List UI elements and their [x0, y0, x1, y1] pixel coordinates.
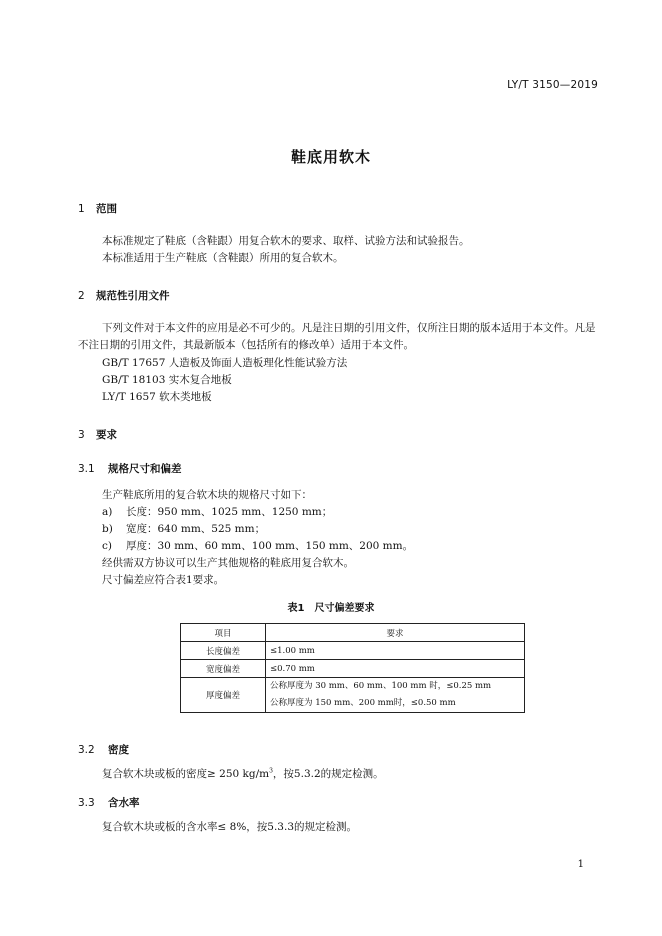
paragraph: 本标准规定了鞋底（含鞋跟）用复合软木的要求、取样、试验方法和试验报告。: [102, 235, 470, 247]
list-marker: c): [102, 540, 112, 552]
section-3-3-heading: [78, 795, 140, 810]
list-text: 宽度：640 mm、525 mm；: [126, 523, 266, 535]
table-cell-line: 公称厚度为 150 mm、200 mm时，≤0.50 mm: [270, 698, 456, 708]
table-caption: 表1 尺寸偏差要求: [287, 603, 375, 614]
reference-item: GB/T 17657 人造板及饰面人造板理化性能试验方法: [102, 357, 348, 369]
paragraph: 本标准适用于生产鞋底（含鞋跟）所用的复合软木。: [102, 252, 344, 264]
page-title: 鞋底用软木: [290, 148, 371, 166]
section-number: 3.3: [78, 797, 95, 809]
table-cell: 长度偏差: [181, 642, 266, 660]
section-1-heading: [78, 201, 117, 216]
section-title: 范围: [96, 203, 117, 215]
section-number: 1: [78, 203, 85, 215]
section-number: 3.2: [78, 744, 95, 756]
paragraph: 生产鞋底所用的复合软木块的规格尺寸如下：: [102, 489, 312, 501]
list-item: [102, 521, 265, 538]
text-run: ，按5.3.2的规定检测。: [272, 768, 384, 780]
section-number: 3.1: [78, 463, 95, 475]
section-number: 2: [78, 290, 85, 302]
tolerance-table: [180, 623, 525, 713]
section-number: 3: [78, 429, 85, 441]
list-marker: b): [102, 523, 113, 535]
list-item: [102, 504, 332, 521]
document-code: LY/T 3150—2019: [507, 79, 598, 91]
table-cell: [266, 678, 525, 713]
paragraph: 尺寸偏差应符合表1要求。: [102, 574, 225, 586]
page-number: 1: [577, 859, 584, 870]
text-run: 复合软木块或板的密度≥ 250 kg/m: [102, 768, 270, 780]
superscript: 3: [269, 767, 273, 775]
table-row: [181, 660, 525, 678]
list-marker: a): [102, 506, 113, 518]
section-2-heading: [78, 288, 170, 303]
paragraph: [102, 766, 384, 783]
table-header-cell: 要求: [266, 624, 525, 642]
paragraph: 下列文件对于本文件的应用是必不可少的。凡是注日期的引用文件，仅所注日期的版本适用于本文件。凡是不注日期的引用文件，其最新版本（包括所有的修改单）适用于本文件。: [78, 322, 596, 351]
section-3-heading: [78, 427, 117, 442]
section-title: 规格尺寸和偏差: [108, 463, 182, 475]
table-cell: ≤0.70 mm: [266, 660, 525, 678]
paragraph: 复合软木块或板的含水率≤ 8%，按5.3.3的规定检测。: [102, 821, 358, 833]
list-text: 长度：950 mm、1025 mm、1250 mm；: [126, 506, 333, 518]
table-cell: 宽度偏差: [181, 660, 266, 678]
section-title: 密度: [108, 744, 129, 756]
reference-item: GB/T 18103 实木复合地板: [102, 374, 232, 386]
table-header-cell: 项目: [181, 624, 266, 642]
paragraph: 经供需双方协议可以生产其他规格的鞋底用复合软木。: [102, 557, 354, 569]
table-header-row: [181, 624, 525, 642]
section-title: 规范性引用文件: [96, 290, 170, 302]
table-row: [181, 642, 525, 660]
table-cell-line: 公称厚度为 30 mm、60 mm、100 mm 时，≤0.25 mm: [270, 681, 492, 691]
list-text: 厚度：30 mm、60 mm、100 mm、150 mm、200 mm。: [126, 540, 414, 552]
section-title: 要求: [96, 429, 117, 441]
table-row: [181, 678, 525, 713]
reference-item: LY/T 1657 软木类地板: [102, 391, 212, 403]
section-title: 含水率: [108, 797, 140, 809]
table-cell: 厚度偏差: [181, 678, 266, 713]
section-3-2-heading: [78, 742, 129, 757]
section-3-1-heading: [78, 461, 182, 476]
table-cell: ≤1.00 mm: [266, 642, 525, 660]
list-item: [102, 538, 413, 555]
